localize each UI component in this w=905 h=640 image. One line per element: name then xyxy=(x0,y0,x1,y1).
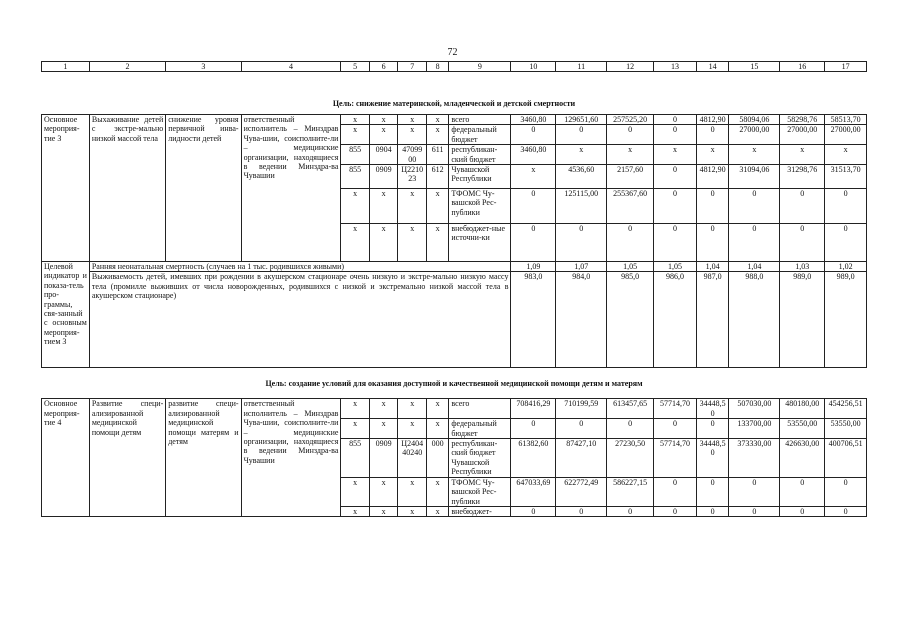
funding-value: 0 xyxy=(729,189,780,224)
indicator-1-value: 1,02 xyxy=(825,262,867,272)
budget-code: x xyxy=(426,506,448,516)
header-col-7: 7 xyxy=(398,62,427,72)
funding-value: 0 xyxy=(825,506,867,516)
funding-value: 3460,80 xyxy=(511,115,556,125)
program-table xyxy=(41,61,867,517)
budget-code: x xyxy=(369,115,398,125)
header-col-5: 5 xyxy=(341,62,370,72)
funding-value: 0 xyxy=(556,506,607,516)
budget-code: x xyxy=(398,224,427,262)
budget-code: x xyxy=(426,115,448,125)
funding-value: x xyxy=(654,145,697,165)
budget-code: x xyxy=(426,399,448,419)
indicator-line-2: Выживаемость детей, имевших при рождении в акушерском стационаре очень низкую и экстре-мально низкую массу тела (промилле выживших от числа новорожденных, родившихся с низкой и экстремально низкой массой тела в акушерском стационаре) xyxy=(89,272,511,368)
funding-value: 708416,29 xyxy=(511,399,556,419)
funding-value: 0 xyxy=(780,189,825,224)
funding-value: 0 xyxy=(511,125,556,145)
indicator-1-value: 1,04 xyxy=(729,262,780,272)
funding-value: 613457,65 xyxy=(607,399,654,419)
funding-value: 400706,51 xyxy=(825,439,867,478)
budget-code: x xyxy=(341,115,370,125)
funding-value: 0 xyxy=(654,419,697,439)
budget-code: x xyxy=(426,224,448,262)
funding-value: 622772,49 xyxy=(556,477,607,506)
indicator-2-value: 987,0 xyxy=(696,272,729,368)
funding-value: 0 xyxy=(780,224,825,262)
funding-value: 53550,00 xyxy=(825,419,867,439)
header-col-3: 3 xyxy=(166,62,241,72)
budget-code: x xyxy=(398,506,427,516)
funding-value: 0 xyxy=(654,125,697,145)
header-col-15: 15 xyxy=(729,62,780,72)
funding-value: 0 xyxy=(825,477,867,506)
budget-code: x xyxy=(398,419,427,439)
indicator-1-value: 1,03 xyxy=(780,262,825,272)
event-name: Развитие специ-ализированной медицинской помощи детям xyxy=(89,399,165,517)
funding-value: x xyxy=(511,165,556,189)
event-executor: ответственный исполнитель – Минздрав Чува-шии, соисполните-ли – медицинские организации, находящиеся в ведении Минздра-ва Чувашии xyxy=(241,399,341,517)
funding-value: 125115,00 xyxy=(556,189,607,224)
header-col-11: 11 xyxy=(556,62,607,72)
funding-value: 257525,20 xyxy=(607,115,654,125)
indicator-2-value: 988,0 xyxy=(729,272,780,368)
budget-code: 855 xyxy=(341,145,370,165)
funding-value: 87427,10 xyxy=(556,439,607,478)
funding-value: 3460,80 xyxy=(511,145,556,165)
funding-value: 507030,00 xyxy=(729,399,780,419)
funding-value: 4536,60 xyxy=(556,165,607,189)
funding-value: x xyxy=(607,145,654,165)
budget-code: x xyxy=(426,125,448,145)
funding-source: республикан-ский бюджет Чувашской Республики xyxy=(449,439,511,478)
funding-source: федеральный бюджет xyxy=(449,125,511,145)
indicator-2-value: 989,0 xyxy=(825,272,867,368)
budget-code: x xyxy=(369,224,398,262)
funding-value: 0 xyxy=(696,477,729,506)
funding-source: ТФОМС Чу-вашской Рес-публики xyxy=(449,189,511,224)
funding-value: 0 xyxy=(607,506,654,516)
funding-value: 0 xyxy=(654,477,697,506)
budget-code: 0909 xyxy=(369,439,398,478)
funding-value: 31094,06 xyxy=(729,165,780,189)
funding-value: 57714,70 xyxy=(654,399,697,419)
header-col-13: 13 xyxy=(654,62,697,72)
funding-value: 0 xyxy=(780,506,825,516)
funding-value: 58513,70 xyxy=(825,115,867,125)
indicator-2-value: 984,0 xyxy=(556,272,607,368)
budget-code: x xyxy=(426,477,448,506)
funding-source: внебюджет- xyxy=(449,506,511,516)
budget-code: 612 xyxy=(426,165,448,189)
funding-value: 31298,76 xyxy=(780,165,825,189)
funding-value: 129651,60 xyxy=(556,115,607,125)
funding-source: республикан-ский бюджет xyxy=(449,145,511,165)
budget-code: x xyxy=(369,399,398,419)
funding-value: 0 xyxy=(696,224,729,262)
header-col-12: 12 xyxy=(607,62,654,72)
budget-code: x xyxy=(341,189,370,224)
event-goal: снижение уровня первичной инва-лидности детей xyxy=(166,115,241,262)
funding-value: 0 xyxy=(654,165,697,189)
funding-value: 0 xyxy=(654,506,697,516)
block-event-4 xyxy=(42,399,867,517)
funding-source: федеральный бюджет xyxy=(449,419,511,439)
funding-value: x xyxy=(729,145,780,165)
funding-value: 0 xyxy=(696,419,729,439)
funding-value: 454256,51 xyxy=(825,399,867,419)
funding-value: 710199,59 xyxy=(556,399,607,419)
funding-value: 0 xyxy=(511,419,556,439)
event-executor: ответственный исполнитель – Минздрав Чува-шии, соисполните-ли – медицинские организации, находящиеся в ведении Минздра-ва Чувашии xyxy=(241,115,341,262)
funding-value: 0 xyxy=(654,224,697,262)
funding-value: 133700,00 xyxy=(729,419,780,439)
budget-code: Ц2210 23 xyxy=(398,165,427,189)
goal-1-text: Цель: снижение материнской, младенческой и детской смертности xyxy=(42,72,867,115)
indicator-2-value: 989,0 xyxy=(780,272,825,368)
funding-value: 0 xyxy=(556,419,607,439)
funding-value: 0 xyxy=(511,189,556,224)
header-col-4: 4 xyxy=(241,62,341,72)
header-col-16: 16 xyxy=(780,62,825,72)
indicator-row-1 xyxy=(42,262,867,272)
funding-value: 0 xyxy=(511,224,556,262)
budget-code: x xyxy=(398,477,427,506)
indicator-line-1: Ранняя неонатальная смертность (случаев на 1 тыс. родившихся живыми) xyxy=(89,262,511,272)
budget-code: x xyxy=(341,224,370,262)
indicator-2-value: 986,0 xyxy=(654,272,697,368)
indicator-1-value: 1,09 xyxy=(511,262,556,272)
budget-code: Ц2404 40240 xyxy=(398,439,427,478)
budget-code: 855 xyxy=(341,439,370,478)
funding-source: Чувашской Республики xyxy=(449,165,511,189)
goal-2-text: Цель: создание условий для оказания доступной и качественной медицинской помощи детям и матерям xyxy=(42,368,867,399)
funding-value: 27000,00 xyxy=(825,125,867,145)
budget-code: 0909 xyxy=(369,165,398,189)
funding-value: 58094,06 xyxy=(729,115,780,125)
funding-value: 27000,00 xyxy=(729,125,780,145)
funding-value: 58298,76 xyxy=(780,115,825,125)
funding-value: 31513,70 xyxy=(825,165,867,189)
block-row xyxy=(42,115,867,125)
budget-code: x xyxy=(341,419,370,439)
budget-code: x xyxy=(398,399,427,419)
funding-value: 0 xyxy=(607,224,654,262)
funding-value: 0 xyxy=(607,419,654,439)
budget-code: x xyxy=(398,125,427,145)
indicator-2-value: 985,0 xyxy=(607,272,654,368)
funding-value: 27230,50 xyxy=(607,439,654,478)
funding-value: 34448,50 xyxy=(696,399,729,419)
event-label: Основное мероприя-тие 4 xyxy=(42,399,90,517)
funding-value: 0 xyxy=(654,189,697,224)
funding-value: 426630,00 xyxy=(780,439,825,478)
budget-code: 000 xyxy=(426,439,448,478)
funding-value: 61382,60 xyxy=(511,439,556,478)
budget-code: x xyxy=(369,506,398,516)
budget-code: x xyxy=(398,115,427,125)
funding-source: внебюджет-ные источни-ки xyxy=(449,224,511,262)
funding-value: 27000,00 xyxy=(780,125,825,145)
funding-value: 53550,00 xyxy=(780,419,825,439)
header-col-1: 1 xyxy=(42,62,90,72)
header-col-10: 10 xyxy=(511,62,556,72)
header-col-8: 8 xyxy=(426,62,448,72)
header-col-6: 6 xyxy=(369,62,398,72)
funding-value: 0 xyxy=(556,224,607,262)
budget-code: 611 xyxy=(426,145,448,165)
header-col-9: 9 xyxy=(449,62,511,72)
header-col-17: 17 xyxy=(825,62,867,72)
header-col-2: 2 xyxy=(89,62,165,72)
header-col-14: 14 xyxy=(696,62,729,72)
funding-value: 0 xyxy=(729,477,780,506)
funding-value: 0 xyxy=(696,125,729,145)
funding-value: 0 xyxy=(511,506,556,516)
budget-code: x xyxy=(369,419,398,439)
funding-value: 0 xyxy=(696,506,729,516)
budget-code: x xyxy=(369,189,398,224)
indicator-label: Целевой индикатор и показа-тель про-граммы, свя-занный с основным мероприя-тием 3 xyxy=(42,262,90,368)
funding-source: ТФОМС Чу-вашской Рес-публики xyxy=(449,477,511,506)
event-label: Основное мероприя-тие 3 xyxy=(42,115,90,262)
budget-code: x xyxy=(426,419,448,439)
funding-value: x xyxy=(696,145,729,165)
funding-value: 480180,00 xyxy=(780,399,825,419)
block-event-3 xyxy=(42,115,867,262)
funding-value: x xyxy=(825,145,867,165)
funding-value: 0 xyxy=(607,125,654,145)
funding-value: 0 xyxy=(729,224,780,262)
event-goal: развитие специ-ализированной медицинской помощи матерям и детям xyxy=(166,399,241,517)
funding-value: 0 xyxy=(654,115,697,125)
indicator-1-value: 1,07 xyxy=(556,262,607,272)
funding-value: 0 xyxy=(556,125,607,145)
funding-value: 0 xyxy=(825,224,867,262)
funding-value: 2157,60 xyxy=(607,165,654,189)
funding-value: 373330,00 xyxy=(729,439,780,478)
budget-code: x xyxy=(341,125,370,145)
event-name: Выхаживание детей с экстре-мально низкой массой тела xyxy=(89,115,165,262)
indicator-1-value: 1,05 xyxy=(607,262,654,272)
funding-value: 0 xyxy=(780,477,825,506)
funding-value: 255367,60 xyxy=(607,189,654,224)
funding-value: 34448,50 xyxy=(696,439,729,478)
header-row xyxy=(42,62,867,72)
funding-value: 4812,90 xyxy=(696,115,729,125)
budget-code: x xyxy=(369,477,398,506)
funding-value: 647033,69 xyxy=(511,477,556,506)
funding-source: всего xyxy=(449,115,511,125)
funding-value: 0 xyxy=(825,189,867,224)
budget-code: x xyxy=(369,125,398,145)
budget-code: 47099 00 xyxy=(398,145,427,165)
indicator-2-value: 983,0 xyxy=(511,272,556,368)
goal-row-2 xyxy=(42,368,867,399)
funding-value: x xyxy=(780,145,825,165)
funding-value: 0 xyxy=(729,506,780,516)
funding-value: 4812,90 xyxy=(696,165,729,189)
budget-code: 855 xyxy=(341,165,370,189)
indicator-1-value: 1,05 xyxy=(654,262,697,272)
indicator-1-value: 1,04 xyxy=(696,262,729,272)
page-number: 72 xyxy=(447,47,458,58)
budget-code: x xyxy=(341,399,370,419)
indicator-row-2 xyxy=(42,272,867,368)
funding-value: x xyxy=(556,145,607,165)
funding-value: 57714,70 xyxy=(654,439,697,478)
budget-code: x xyxy=(426,189,448,224)
goal-row-1 xyxy=(42,72,867,115)
funding-value: 586227,15 xyxy=(607,477,654,506)
funding-source: всего xyxy=(449,399,511,419)
funding-value: 0 xyxy=(696,189,729,224)
block-row xyxy=(42,399,867,419)
budget-code: x xyxy=(398,189,427,224)
budget-code: x xyxy=(341,506,370,516)
budget-code: x xyxy=(341,477,370,506)
budget-code: 0904 xyxy=(369,145,398,165)
